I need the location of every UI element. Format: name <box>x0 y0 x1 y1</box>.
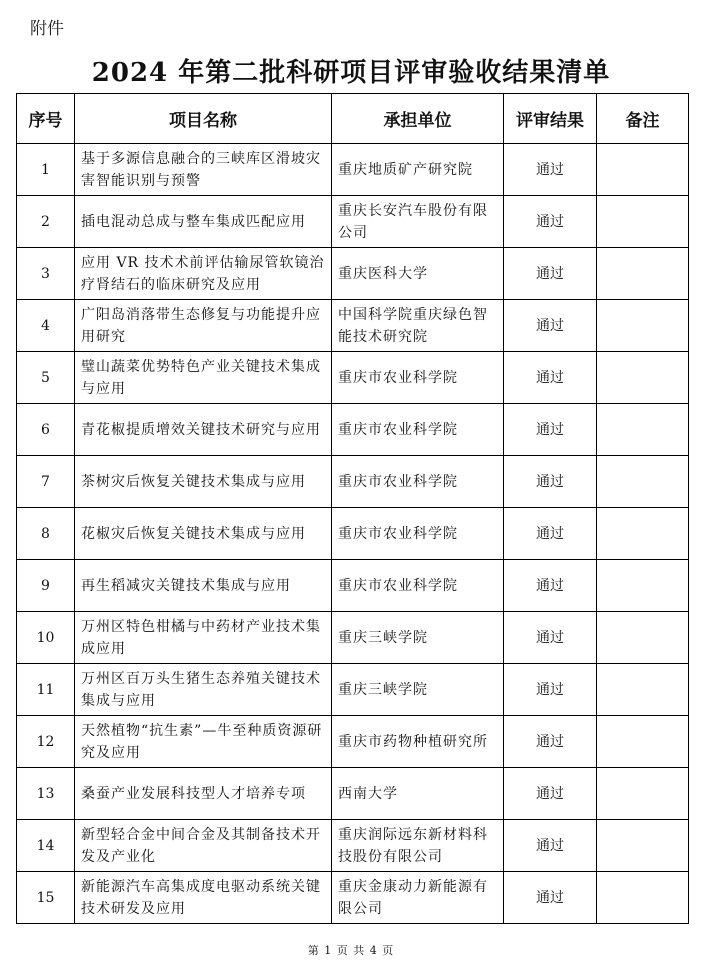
unit-cell: 重庆三峡学院 <box>332 612 504 664</box>
unit-cell: 重庆金康动力新能源有限公司 <box>332 872 504 924</box>
review-result-cell: 通过 <box>504 716 597 768</box>
note-cell <box>597 716 689 768</box>
unit-cell: 重庆市药物种植研究所 <box>332 716 504 768</box>
row-number-cell: 12 <box>17 716 75 768</box>
note-cell <box>597 664 689 716</box>
note-cell <box>597 248 689 300</box>
project-name-cell: 再生稻减灾关键技术集成与应用 <box>75 560 332 612</box>
row-number-cell: 3 <box>17 248 75 300</box>
column-header-result: 评审结果 <box>504 94 597 144</box>
review-result-cell: 通过 <box>504 508 597 560</box>
review-result-cell: 通过 <box>504 612 597 664</box>
row-number-cell: 13 <box>17 768 75 820</box>
review-result-cell: 通过 <box>504 664 597 716</box>
unit-cell: 重庆医科大学 <box>332 248 504 300</box>
table-row <box>17 820 689 872</box>
table-row <box>17 664 689 716</box>
unit-cell: 中国科学院重庆绿色智能技术研究院 <box>332 300 504 352</box>
row-number-cell: 7 <box>17 456 75 508</box>
project-name-cell: 插电混动总成与整车集成匹配应用 <box>75 196 332 248</box>
project-name-cell: 天然植物“抗生素”—牛至种质资源研究及应用 <box>75 716 332 768</box>
project-name-cell: 璧山蔬菜优势特色产业关键技术集成与应用 <box>75 352 332 404</box>
note-cell <box>597 768 689 820</box>
project-name-cell: 新能源汽车高集成度电驱动系统关键技术研发及应用 <box>75 872 332 924</box>
table-row <box>17 872 689 924</box>
review-result-cell: 通过 <box>504 196 597 248</box>
column-header-unit: 承担单位 <box>332 94 504 144</box>
table-row <box>17 248 689 300</box>
review-result-cell: 通过 <box>504 872 597 924</box>
review-result-cell: 通过 <box>504 456 597 508</box>
review-result-cell: 通过 <box>504 144 597 196</box>
row-number-cell: 14 <box>17 820 75 872</box>
table-row <box>17 404 689 456</box>
project-name-cell: 新型轻合金中间合金及其制备技术开发及产业化 <box>75 820 332 872</box>
note-cell <box>597 456 689 508</box>
note-cell <box>597 820 689 872</box>
table-header-row <box>17 94 689 144</box>
row-number-cell: 5 <box>17 352 75 404</box>
project-name-cell: 广阳岛消落带生态修复与功能提升应用研究 <box>75 300 332 352</box>
project-name-cell: 万州区特色柑橘与中药材产业技术集成应用 <box>75 612 332 664</box>
unit-cell: 西南大学 <box>332 768 504 820</box>
unit-cell: 重庆三峡学院 <box>332 664 504 716</box>
project-name-cell: 花椒灾后恢复关键技术集成与应用 <box>75 508 332 560</box>
unit-cell: 重庆市农业科学院 <box>332 456 504 508</box>
note-cell <box>597 560 689 612</box>
table-row <box>17 768 689 820</box>
note-cell <box>597 612 689 664</box>
row-number-cell: 4 <box>17 300 75 352</box>
project-name-cell: 应用 VR 技术术前评估输尿管软镜治疗肾结石的临床研究及应用 <box>75 248 332 300</box>
note-cell <box>597 352 689 404</box>
table-row <box>17 144 689 196</box>
unit-cell: 重庆地质矿产研究院 <box>332 144 504 196</box>
unit-cell: 重庆市农业科学院 <box>332 404 504 456</box>
column-header-project-name: 项目名称 <box>75 94 332 144</box>
unit-cell: 重庆市农业科学院 <box>332 560 504 612</box>
unit-cell: 重庆市农业科学院 <box>332 352 504 404</box>
table-row <box>17 716 689 768</box>
note-cell <box>597 508 689 560</box>
unit-cell: 重庆润际远东新材料科技股份有限公司 <box>332 820 504 872</box>
review-result-cell: 通过 <box>504 352 597 404</box>
row-number-cell: 8 <box>17 508 75 560</box>
row-number-cell: 6 <box>17 404 75 456</box>
project-name-cell: 青花椒提质增效关键技术研究与应用 <box>75 404 332 456</box>
review-result-cell: 通过 <box>504 768 597 820</box>
table-row <box>17 352 689 404</box>
attachment-label: 附件 <box>30 19 64 39</box>
review-result-cell: 通过 <box>504 300 597 352</box>
unit-cell: 重庆长安汽车股份有限公司 <box>332 196 504 248</box>
note-cell <box>597 196 689 248</box>
project-name-cell: 基于多源信息融合的三峡库区滑坡灾害智能识别与预警 <box>75 144 332 196</box>
review-result-cell: 通过 <box>504 820 597 872</box>
review-result-cell: 通过 <box>504 404 597 456</box>
results-table <box>16 93 689 924</box>
note-cell <box>597 144 689 196</box>
unit-cell: 重庆市农业科学院 <box>332 508 504 560</box>
note-cell <box>597 300 689 352</box>
row-number-cell: 10 <box>17 612 75 664</box>
table-row <box>17 196 689 248</box>
table-row <box>17 612 689 664</box>
project-name-cell: 桑蚕产业发展科技型人才培养专项 <box>75 768 332 820</box>
column-header-no: 序号 <box>17 94 75 144</box>
table-row <box>17 508 689 560</box>
project-name-cell: 万州区百万头生猪生态养殖关键技术集成与应用 <box>75 664 332 716</box>
column-header-note: 备注 <box>597 94 689 144</box>
table-row <box>17 456 689 508</box>
row-number-cell: 11 <box>17 664 75 716</box>
row-number-cell: 1 <box>17 144 75 196</box>
document-title: 2024 年第二批科研项目评审验收结果清单 <box>91 58 611 88</box>
note-cell <box>597 404 689 456</box>
row-number-cell: 9 <box>17 560 75 612</box>
row-number-cell: 15 <box>17 872 75 924</box>
note-cell <box>597 872 689 924</box>
review-result-cell: 通过 <box>504 560 597 612</box>
table-row <box>17 560 689 612</box>
row-number-cell: 2 <box>17 196 75 248</box>
review-result-cell: 通过 <box>504 248 597 300</box>
table-row <box>17 300 689 352</box>
project-name-cell: 茶树灾后恢复关键技术集成与应用 <box>75 456 332 508</box>
page-footer: 第 1 页 共 4 页 <box>307 944 395 957</box>
